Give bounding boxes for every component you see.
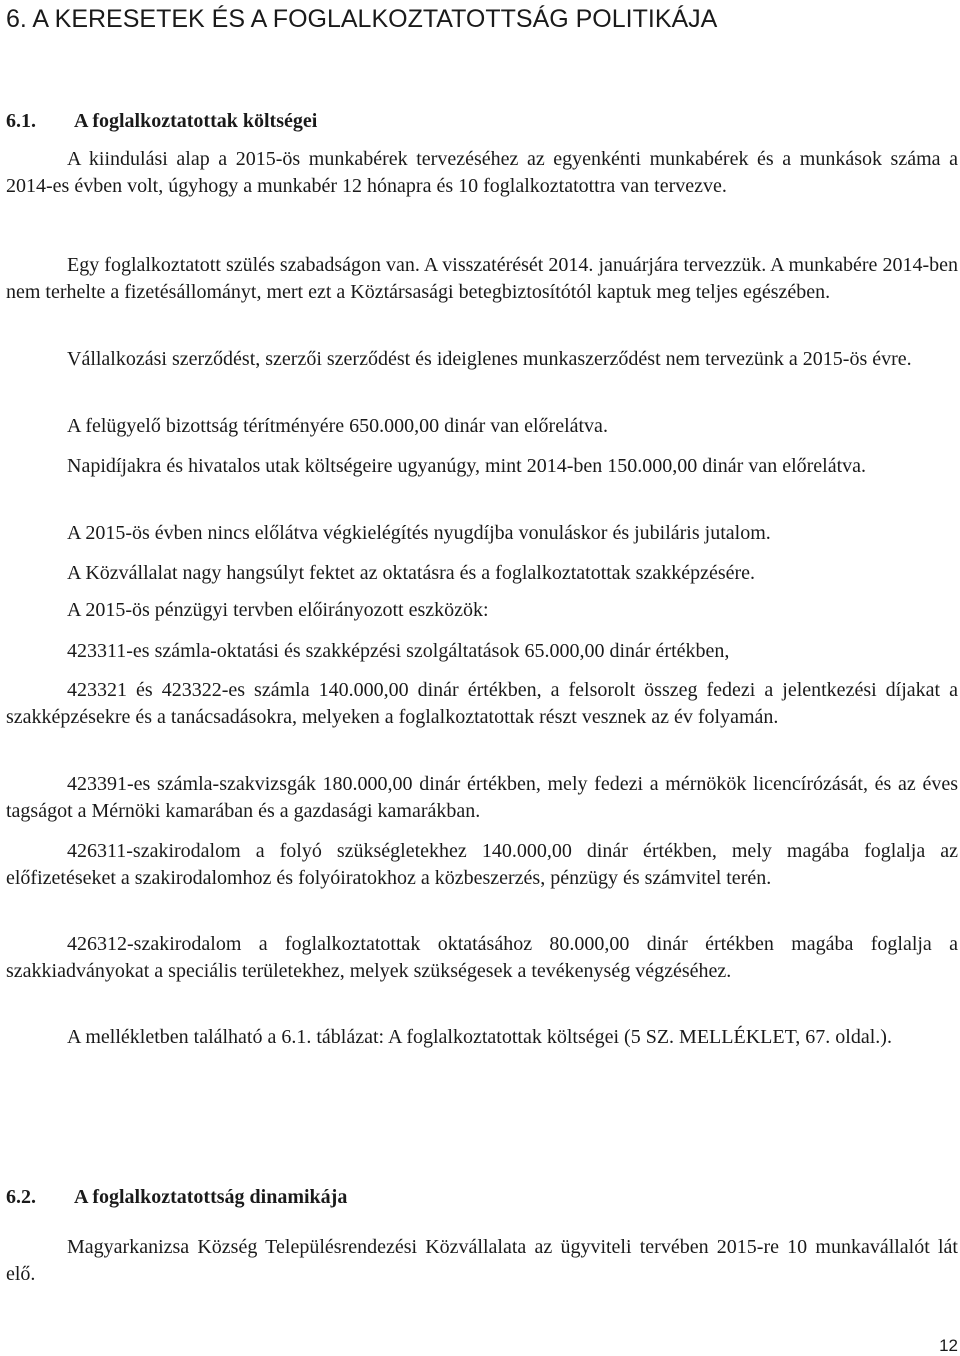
paragraph: Magyarkanizsa Község Településrendezési Közvállalata az ügyviteli tervében 2015-re 10 munkavállalót lát elő. [6,1236,958,1285]
section-title: A foglalkoztatottság dinamikája [74,1186,348,1208]
section-heading-6-2 [6,1184,347,1210]
chapter-title: 6. A KERESETEK ÉS A FOGLALKOZTATOTTSÁG POLITIKÁJA [6,5,718,33]
paragraph: 426312-szakirodalom a foglalkoztatottak oktatásához 80.000,00 dinár értékben magába foglalja a szakkiadványokat a speciális területekhez, melyek szükségesek a tevékenység végzéséhez. [6,933,958,982]
section-heading-6-1 [6,108,317,134]
paragraph: A felügyelő bizottság térítményére 650.000,00 dinár van előrelátva. [67,415,608,437]
paragraph: A mellékletben található a 6.1. táblázat: A foglalkoztatottak költségei (5 SZ. MELLÉKLET, 67. oldal.). [67,1026,892,1048]
paragraph: 426311-szakirodalom a folyó szükségletekhez 140.000,00 dinár értékben, mely magába foglalja az előfizetéseket a szakirodalomhoz és folyóiratokhoz a közbeszerzés, pénzügy és számvitel terén. [6,840,958,889]
section-title: A foglalkoztatottak költségei [74,110,318,132]
paragraph: Egy foglalkoztatott szülés szabadságon van. A visszatérését 2014. januárjára tervezzük. A munkabére 2014-ben nem terhelte a fizetésállományt, mert ezt a Köztársasági betegbiztosítótól kaptuk meg teljes egészében. [6,254,958,303]
paragraph: Vállalkozási szerződést, szerzői szerződést és ideiglenes munkaszerződést nem tervezünk a 2015-ös évre. [67,348,912,370]
paragraph: A Közvállalat nagy hangsúlyt fektet az oktatásra és a foglalkoztatottak szakképzésére. [67,562,756,584]
paragraph: A 2015-ös évben nincs előlátva végkielégítés nyugdíjba vonuláskor és jubiláris jutalom. [67,522,771,544]
paragraph: 423391-es számla-szakvizsgák 180.000,00 dinár értékben, mely fedezi a mérnökök licencírózását, és az éves tagságot a Mérnöki kamarában és a gazdasági kamarákban. [6,773,958,822]
section-number: 6.1. [6,110,36,132]
paragraph: Napidíjakra és hivatalos utak költségeire ugyanúgy, mint 2014-ben 150.000,00 dinár van előrelátva. [67,455,867,477]
page-number: 12 [939,1336,958,1355]
paragraph: 423311-es számla-oktatási és szakképzési szolgáltatások 65.000,00 dinár értékben, [67,640,730,662]
paragraph: 423321 és 423322-es számla 140.000,00 dinár értékben, a felsorolt összeg fedezi a jelentkezési díjakat a szakképzésekre és a tanácsadásokra, melyeken a foglalkoztatottak részt vesznek az év folyamán. [6,679,958,728]
paragraph: A 2015-ös pénzügyi tervben előirányozott eszközök: [67,599,489,621]
document-page [6,0,960,1356]
section-number: 6.2. [6,1186,36,1208]
paragraph: A kiindulási alap a 2015-ös munkabérek tervezéséhez az egyenkénti munkabérek és a munkások száma a 2014-es évben volt, úgyhogy a munkabér 12 hónapra és 10 foglalkoztatottra van tervezve. [6,148,958,197]
